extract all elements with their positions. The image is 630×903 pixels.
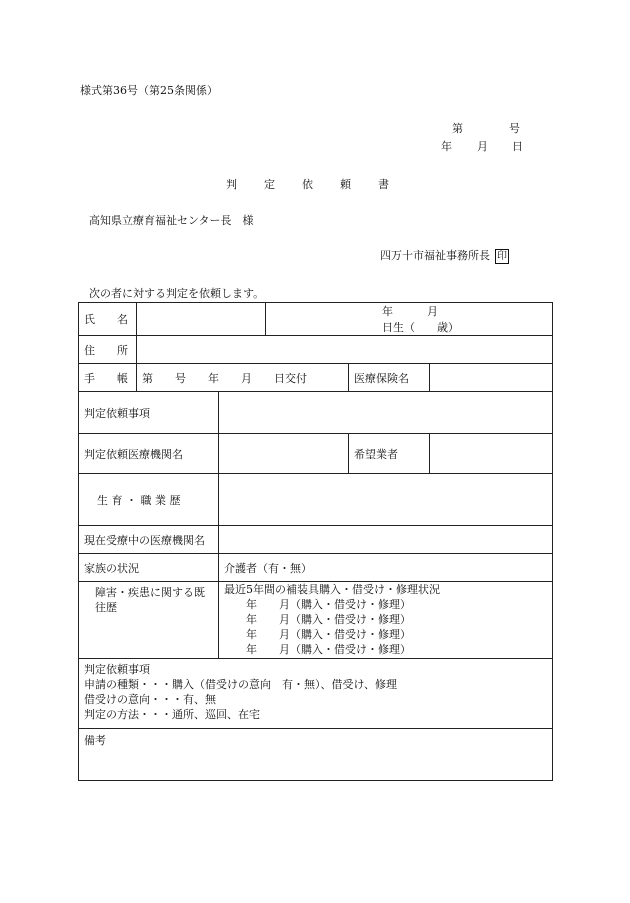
row-address	[79, 336, 553, 364]
name-field[interactable]	[137, 303, 266, 336]
request-details-line: 借受けの意向・・・有、無	[84, 693, 216, 706]
form-number: 様式第36号（第25条関係）	[80, 84, 218, 97]
request-items-label: 判定依頼事項	[79, 392, 219, 434]
device-history-row: 年 月（購入・借受け・修理）	[246, 628, 411, 641]
request-details-line: 判定依頼事項	[84, 663, 150, 676]
device-history-row: 年 月（購入・借受け・修理）	[246, 613, 411, 626]
document-title	[226, 176, 416, 192]
row-request-items	[79, 392, 553, 434]
desired-vendor-field[interactable]	[430, 434, 553, 474]
desired-vendor-label: 希望業者	[349, 434, 430, 474]
disability-history-label	[79, 582, 219, 659]
history-field[interactable]	[219, 474, 553, 526]
number-prefix: 第	[452, 122, 463, 135]
document-number	[452, 120, 520, 136]
request-details	[79, 659, 553, 729]
remarks-field[interactable]	[79, 729, 553, 781]
document-date	[441, 138, 523, 154]
title-char: 依	[302, 178, 313, 191]
request-details-line: 申請の種類・・・購入（借受けの意向 有・無）、借受け、修理	[84, 678, 398, 691]
request-institution-field[interactable]	[219, 434, 349, 474]
caregiver-field[interactable]: 介護者（有・無）	[219, 554, 553, 582]
birth-day-age: 日生（ 歳）	[382, 321, 459, 334]
name-label: 氏 名	[79, 303, 137, 336]
handbook-label: 手 帳	[79, 364, 137, 392]
row-request-institution	[79, 434, 553, 474]
request-details-line: 判定の方法・・・通所、巡回、在宅	[84, 708, 260, 721]
title-char: 書	[378, 178, 389, 191]
address-label: 住 所	[79, 336, 137, 364]
title-char: 判	[226, 178, 237, 191]
birth-month: 月	[427, 305, 438, 318]
row-remarks	[79, 729, 553, 781]
row-request-details	[79, 659, 553, 729]
date-month: 月	[477, 140, 488, 153]
insurance-label: 医療保険名	[349, 364, 430, 392]
sender	[380, 247, 509, 264]
intro-text: 次の者に対する判定を依頼します。	[89, 287, 265, 300]
row-history	[79, 474, 553, 526]
disability-history-label-text: 障害・疾患に関する既往歴	[95, 586, 205, 614]
request-items-field[interactable]	[219, 392, 553, 434]
current-institution-label: 現在受療中の医療機関名	[79, 526, 219, 554]
row-name	[79, 303, 553, 336]
history-label: 生 育 ・ 職 業 歴	[79, 474, 219, 526]
sender-name: 四万十市福祉事務所長	[380, 249, 490, 262]
request-institution-label: 判定依頼医療機関名	[79, 434, 219, 474]
device-history-field[interactable]	[219, 582, 553, 659]
device-history-row: 年 月（購入・借受け・修理）	[246, 643, 411, 656]
row-handbook	[79, 364, 553, 392]
date-day: 日	[512, 140, 523, 153]
request-form-table	[78, 302, 553, 781]
number-suffix: 号	[509, 122, 520, 135]
current-institution-field[interactable]	[219, 526, 553, 554]
addressee: 高知県立療育福祉センター長 様	[89, 214, 254, 227]
family-label: 家族の状況	[79, 554, 219, 582]
title-char: 定	[264, 178, 275, 191]
address-field[interactable]	[137, 336, 553, 364]
device-history-title: 最近5年間の補装具購入・借受け・修理状況	[224, 583, 440, 596]
title-char: 頼	[340, 178, 351, 191]
date-year: 年	[441, 140, 452, 153]
insurance-field[interactable]	[430, 364, 553, 392]
row-family	[79, 554, 553, 582]
device-history-row: 年 月（購入・借受け・修理）	[246, 598, 411, 611]
birth-year: 年	[382, 305, 393, 318]
remarks-label: 備考	[84, 734, 106, 747]
row-current-institution	[79, 526, 553, 554]
row-disability-history	[79, 582, 553, 659]
handbook-detail[interactable]: 第 号 年 月 日交付	[137, 364, 349, 392]
seal-mark: 印	[497, 251, 507, 262]
birth-date-field[interactable]	[266, 303, 553, 336]
